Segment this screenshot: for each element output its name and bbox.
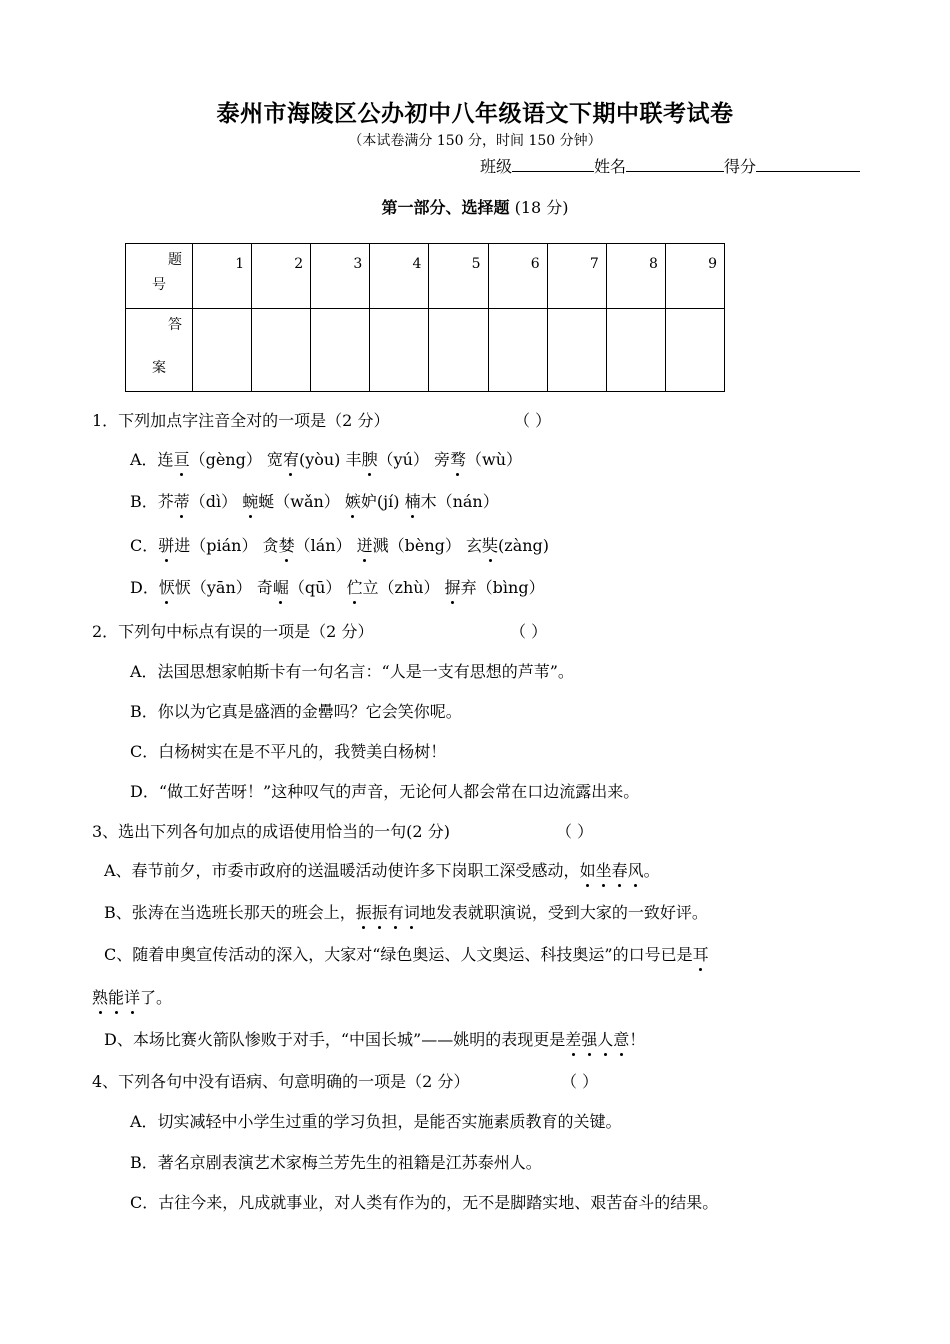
q2-stem: 2．下列句中标点有误的一项是（2 分） [92, 622, 374, 641]
dotted-idiom: 熟能详 [92, 988, 140, 1007]
q2-option-c: C．白杨树实在是不平凡的，我赞美白杨树！ [130, 742, 447, 761]
answer-cell[interactable] [665, 309, 724, 392]
question-number-cell: 8 [606, 244, 665, 309]
q3-option-b: B、张涛在当选班长那天的班会上，振振有词地发表就职演说，受到大家的一致好评。 [104, 900, 708, 923]
question-number-cell: 3 [311, 244, 370, 309]
q2-option-d: D．“做工好苦呀！”这种叹气的声音，无论何人都会常在口边流露出来。 [130, 782, 640, 801]
section-score: (18 分) [509, 198, 569, 217]
dotted-idiom: 耳 [693, 942, 709, 965]
q4-option-a: A．切实减轻中小学生过重的学习负担，是能否实施素质教育的关键。 [130, 1112, 622, 1131]
section-heading [0, 195, 950, 218]
question-number-row [126, 244, 725, 309]
answer-cell[interactable] [311, 309, 370, 392]
question-number-header: 题 号 [126, 244, 193, 309]
answer-cell[interactable] [252, 309, 311, 392]
dotted-idiom: 振振有词 [356, 903, 420, 922]
q3-stem: 3、选出下列各句加点的成语使用恰当的一句(2 分) [92, 822, 450, 841]
exam-subtitle: （本试卷满分 150 分，时间 150 分钟） [348, 133, 602, 149]
name-label: 姓名 [593, 157, 626, 176]
q4-answer-paren: （ ） [561, 1072, 599, 1091]
q3-option-a: A、春节前夕，市委市政府的送温暖活动使许多下岗职工深受感动，如坐春风。 [104, 858, 660, 881]
q4-stem: 4、下列各句中没有语病、句意明确的一项是（2 分） [92, 1072, 470, 1091]
answer-cell[interactable] [488, 309, 547, 392]
class-field[interactable] [512, 157, 594, 172]
question-number-cell: 4 [370, 244, 429, 309]
q2-option-a: A．法国思想家帕斯卡有一句名言：“人是一支有思想的芦苇”。 [130, 662, 574, 681]
answer-cell[interactable] [606, 309, 665, 392]
question-number-cell: 5 [429, 244, 488, 309]
dotted-idiom: 如坐春风 [580, 861, 644, 880]
answer-cell[interactable] [370, 309, 429, 392]
score-label: 得分 [723, 157, 756, 176]
section-title: 第一部分、选择题 [381, 198, 510, 217]
answer-header: 答 案 [126, 309, 193, 392]
question-number-cell: 2 [252, 244, 311, 309]
question-number-cell: 6 [488, 244, 547, 309]
q4-option-c: C．古往今来，凡成就事业，对人类有作为的，无不是脚踏实地、艰苦奋斗的结果。 [130, 1193, 719, 1212]
q1-option-d: D．恹恹（yān） 奇崛（qū） 伫立（zhù） 摒弃（bìng） [130, 575, 545, 598]
answer-table [125, 243, 725, 392]
q3-answer-paren: （ ） [556, 822, 594, 841]
exam-title: 泰州市海陵区公办初中八年级语文下期中联考试卷 [216, 100, 734, 127]
q2-answer-paren: （ ） [510, 622, 548, 641]
question-number-cell: 9 [665, 244, 724, 309]
score-field[interactable] [756, 157, 860, 172]
answer-cell[interactable] [547, 309, 606, 392]
q1-stem: 1．下列加点字注音全对的一项是（2 分） [92, 411, 390, 430]
q4-option-b: B．著名京剧表演艺术家梅兰芳先生的祖籍是江苏泰州人。 [130, 1153, 542, 1172]
q3-option-d: D、本场比赛火箭队惨败于对手，“中国长城”——姚明的表现更是差强人意！ [104, 1027, 645, 1050]
class-label: 班级 [479, 157, 512, 176]
q1-option-c: C．骈进（pián） 贪婪（lán） 迸溅（bèng） 玄奘(zàng) [130, 533, 549, 556]
q1-option-b: B．芥蒂（dì） 蜿蜒（wǎn） 嫉妒(jí) 楠木（nán） [130, 489, 499, 512]
q1-option-a: A．连亘（gèng） 宽宥(yòu) 丰腴（yú） 旁骛（wù） [130, 447, 522, 470]
question-number-cell: 1 [193, 244, 252, 309]
answer-cell[interactable] [193, 309, 252, 392]
answer-cell[interactable] [429, 309, 488, 392]
student-info-line [480, 154, 860, 177]
q3-option-c-line2: 熟能详了。 [92, 985, 172, 1008]
q3-option-c-line1: C、随着申奥宣传活动的深入，大家对“绿色奥运、人文奥运、科技奥运”的口号已是耳 [104, 942, 709, 965]
question-number-cell: 7 [547, 244, 606, 309]
name-field[interactable] [626, 157, 724, 172]
answer-row [126, 309, 725, 392]
dotted-idiom: 差强人意 [565, 1030, 629, 1049]
q2-option-b: B．你以为它真是盛酒的金罍吗？它会笑你呢。 [130, 702, 462, 721]
q1-answer-paren: （ ） [514, 411, 552, 430]
